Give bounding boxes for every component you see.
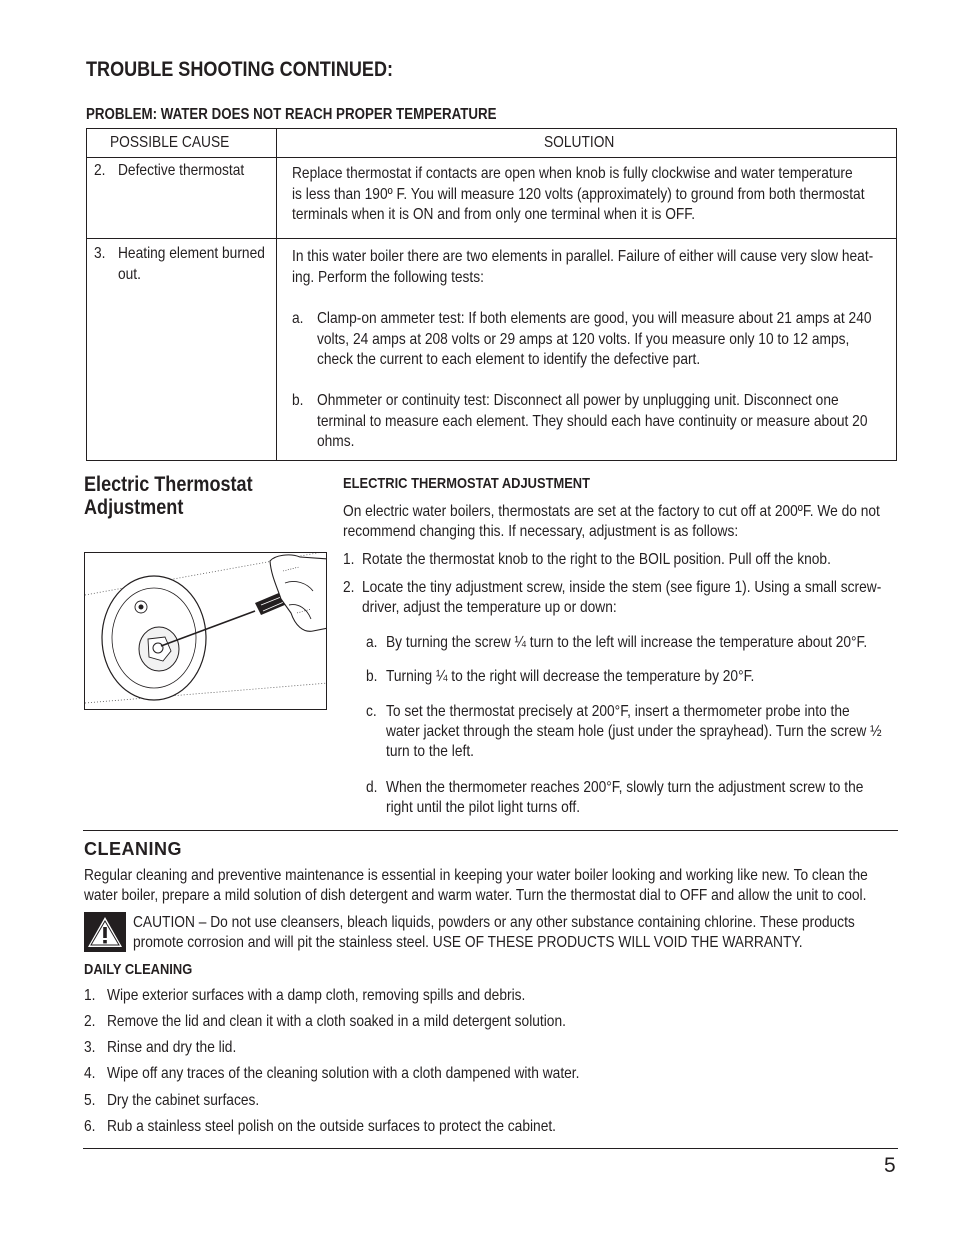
list-marker: 1. xyxy=(84,987,96,1004)
cleaning-heading: CLEANING xyxy=(84,839,182,859)
substep-b-text: Turning ¼ to the right will decrease the temperature by 20°F. xyxy=(386,668,755,685)
solution-intro: In this water boiler there are two elements in parallel. Failure of either will cause very slow heat- ing. Perform the following tests: xyxy=(292,248,874,286)
list-marker: a. xyxy=(292,310,304,327)
list-item: Rinse and dry the lid. xyxy=(107,1039,237,1056)
side-heading: Electric Thermostat Adjustment xyxy=(84,473,253,519)
adjustment-intro: On electric water boilers, thermostats are set at the factory to cut off at 200ºF. We do not recommend changing this. If necessary, adjustment is as follows: xyxy=(343,503,880,540)
list-marker: 2. xyxy=(343,579,355,596)
substep-c-text: To set the thermostat precisely at 200°F, insert a thermometer probe into the water jacket through the steam hole (just under the sprayhead). Turn the screw ½ turn to the left. xyxy=(386,703,882,760)
troubleshooting-table xyxy=(86,128,897,461)
cause-text: Defective thermostat xyxy=(118,162,245,179)
list-marker: 1. xyxy=(343,551,355,568)
list-item: Wipe exterior surfaces with a damp cloth, removing spills and debris. xyxy=(107,987,526,1004)
table-rule xyxy=(87,238,896,239)
problem-heading: PROBLEM: WATER DOES NOT REACH PROPER TEMPERATURE xyxy=(86,106,497,123)
warning-icon xyxy=(84,912,126,952)
list-item: Wipe off any traces of the cleaning solution with a cloth dampened with water. xyxy=(107,1065,580,1082)
column-header-cause: POSSIBLE CAUSE xyxy=(110,134,230,151)
screwdriver-adjustment-illustration xyxy=(85,553,327,710)
substep-a-text: By turning the screw ¼ turn to the left will increase the temperature about 20°F. xyxy=(386,634,868,651)
cause-number: 2. xyxy=(94,162,106,179)
ammeter-test-text: Clamp-on ammeter test: If both elements are good, you will measure about 21 amps at 240 volts, 24 amps at 208 volts or 29 amps at 120 volts. If you measure only 10 to 12 amps, check the current to each element to identify the defective part. xyxy=(317,310,872,368)
list-item: Remove the lid and clean it with a cloth soaked in a mild detergent solution. xyxy=(107,1013,566,1030)
list-marker: 6. xyxy=(84,1118,96,1135)
list-marker: d. xyxy=(366,779,378,796)
list-marker: 3. xyxy=(84,1039,96,1056)
page-number: 5 xyxy=(884,1154,896,1177)
section-divider xyxy=(83,830,898,831)
list-marker: 5. xyxy=(84,1092,96,1109)
list-item: Dry the cabinet surfaces. xyxy=(107,1092,260,1109)
table-rule xyxy=(87,157,896,158)
thermostat-figure xyxy=(84,552,327,710)
list-marker: b. xyxy=(292,392,304,409)
step-1-text: Rotate the thermostat knob to the right to the BOIL position. Pull off the knob. xyxy=(362,551,831,568)
column-header-solution: SOLUTION xyxy=(544,134,615,151)
caution-text: CAUTION – Do not use cleansers, bleach liquids, powders or any other substance containing chlorine. These products promote corrosion and will pit the stainless steel. USE OF THESE PRODUCTS WILL VOID THE WARRANTY. xyxy=(133,914,855,951)
list-marker: c. xyxy=(366,703,377,720)
list-marker: 2. xyxy=(84,1013,96,1030)
list-marker: a. xyxy=(366,634,378,651)
table-divider xyxy=(276,129,277,460)
step-2-text: Locate the tiny adjustment screw, inside the stem (see figure 1). Using a small screw- driver, adjust the temperature up or down: xyxy=(362,579,882,616)
list-marker: 4. xyxy=(84,1065,96,1082)
substep-d-text: When the thermometer reaches 200°F, slowly turn the adjustment screw to the right until the pilot light turns off. xyxy=(386,779,864,816)
cleaning-intro: Regular cleaning and preventive maintenance is essential in keeping your water boiler looking and working like new. To clean the water boiler, prepare a mild solution of dish detergent and warm water. Turn the thermostat dial to OFF and allow the unit to cool. xyxy=(84,867,868,904)
page-title: TROUBLE SHOOTING CONTINUED: xyxy=(86,58,394,81)
daily-cleaning-heading: DAILY CLEANING xyxy=(84,961,193,978)
list-item: Rub a stainless steel polish on the outside surfaces to protect the cabinet. xyxy=(107,1118,557,1135)
cause-text: Heating element burned out. xyxy=(118,245,265,283)
solution-text: Replace thermostat if contacts are open when knob is fully clockwise and water temperature is less than 190º F. You will measure 120 volts (approximately) to ground from both thermostat terminals when it is ON and from only one terminal when it is OFF. xyxy=(292,165,865,223)
cause-number: 3. xyxy=(94,245,106,262)
footer-divider xyxy=(83,1148,898,1149)
ohmmeter-test-text: Ohmmeter or continuity test: Disconnect all power by unplugging unit. Disconnect one terminal to measure each element. They should each have continuity or measure about 20 ohms. xyxy=(317,392,868,450)
adjustment-heading: ELECTRIC THERMOSTAT ADJUSTMENT xyxy=(343,475,591,492)
list-marker: b. xyxy=(366,668,378,685)
